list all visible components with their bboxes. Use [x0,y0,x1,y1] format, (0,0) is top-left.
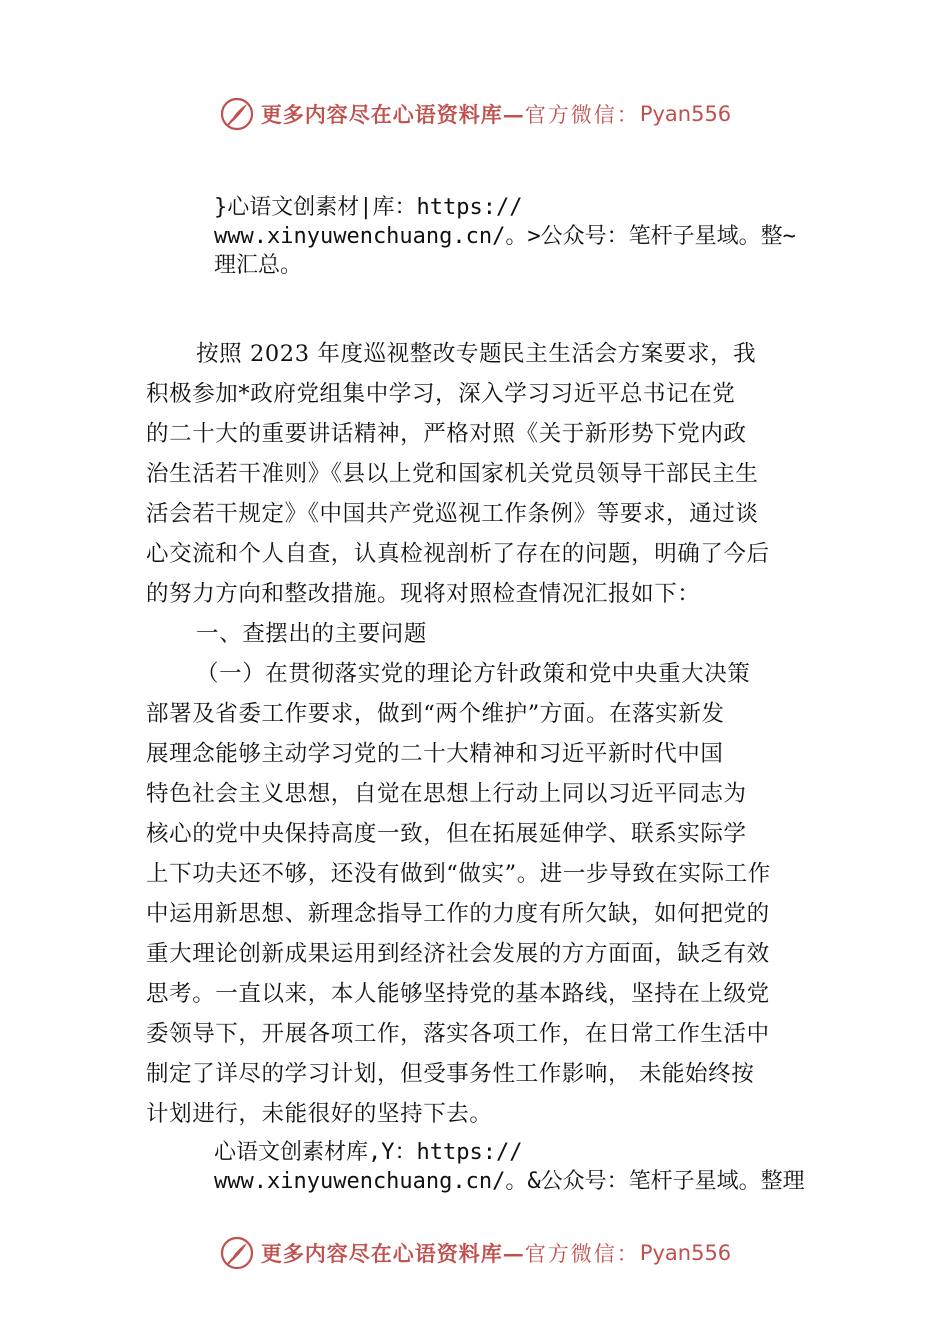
note-line: 理汇总。 [214,253,303,278]
text-line: 中运用新思想、新理念指导工作的力度有所欠缺，如何把党的 [146,901,770,927]
text-line: 制定了详尽的学习计划，但受事务性工作影响， 未能始终按 [146,1061,755,1087]
text-line: 委领导下，开展各项工作，落实各项工作，在日常工作生活中 [146,1021,770,1047]
note-line: }心语文创素材|库：https:// [214,195,523,220]
text-line: 的二十大的重要讲话精神，严格对照《关于新形势下党内政 [146,421,747,447]
source-note-top [214,193,834,280]
banner-wechat-id: Pyan556 [639,102,732,126]
feather-pen-logo-icon [219,1235,255,1271]
section-heading: 一、查摆出的主要问题 [196,621,428,647]
text-line: （一）在贯彻落实党的理论方针政策和党中央重大决策 [196,661,751,687]
text-line: 思考。一直以来，本人能够坚持党的基本路线，坚持在上级党 [146,981,770,1007]
note-line: www.xinyuwenchuang.cn/。&公众号：笔杆子星域。整理 [214,1169,805,1194]
text-line: 心交流和个人自查，认真检视剖析了存在的问题，明确了今后 [146,541,770,567]
text-line: 上下功夫还不够，还没有做到“做实”。进一步导致在实际工作 [146,861,771,887]
feather-pen-logo-icon [219,96,255,132]
header-banner [0,94,950,134]
note-line: www.xinyuwenchuang.cn/。>公众号：笔杆子星域。整~ [214,224,796,249]
text-line: 核心的党中央保持高度一致，但在拓展延伸学、联系实际学 [146,821,747,847]
text-line: 治生活若干准则》《县以上党和国家机关党员领导干部民主生 [146,461,759,487]
text-line: 展理念能够主动学习党的二十大精神和习近平新时代中国 [146,741,724,767]
text-line: 计划进行，未能很好的坚持下去。 [146,1101,493,1127]
text-line: 的努力方向和整改措施。现将对照检查情况汇报如下： [146,581,701,607]
banner-wechat-label: 官方微信： [524,103,640,127]
source-note-bottom [214,1138,834,1196]
text-line: 活会若干规定》《中国共产党巡视工作条例》等要求，通过谈 [146,501,759,527]
text-line: 部署及省委工作要求，做到“两个维护”方面。在落实新发 [146,701,725,727]
note-line: 心语文创素材库,Y：https:// [214,1140,523,1165]
text-line: 特色社会主义思想，自觉在思想上行动上同以习近平同志为 [146,781,747,807]
intro-paragraph [146,334,826,1134]
banner-main-text: 更多内容尽在心语资料库— [260,102,525,127]
banner-wechat-id: Pyan556 [639,1241,732,1265]
banner-wechat-label: 官方微信： [524,1242,640,1266]
footer-banner [0,1233,950,1273]
banner-main-text: 更多内容尽在心语资料库— [260,1241,525,1266]
text-line: 按照 2023 年度巡视整改专题民主生活会方案要求，我 [196,341,757,367]
text-line: 积极参加*政府党组集中学习，深入学习习近平总书记在党 [146,381,736,407]
text-line: 重大理论创新成果运用到经济社会发展的方方面面，缺乏有效 [146,941,770,967]
